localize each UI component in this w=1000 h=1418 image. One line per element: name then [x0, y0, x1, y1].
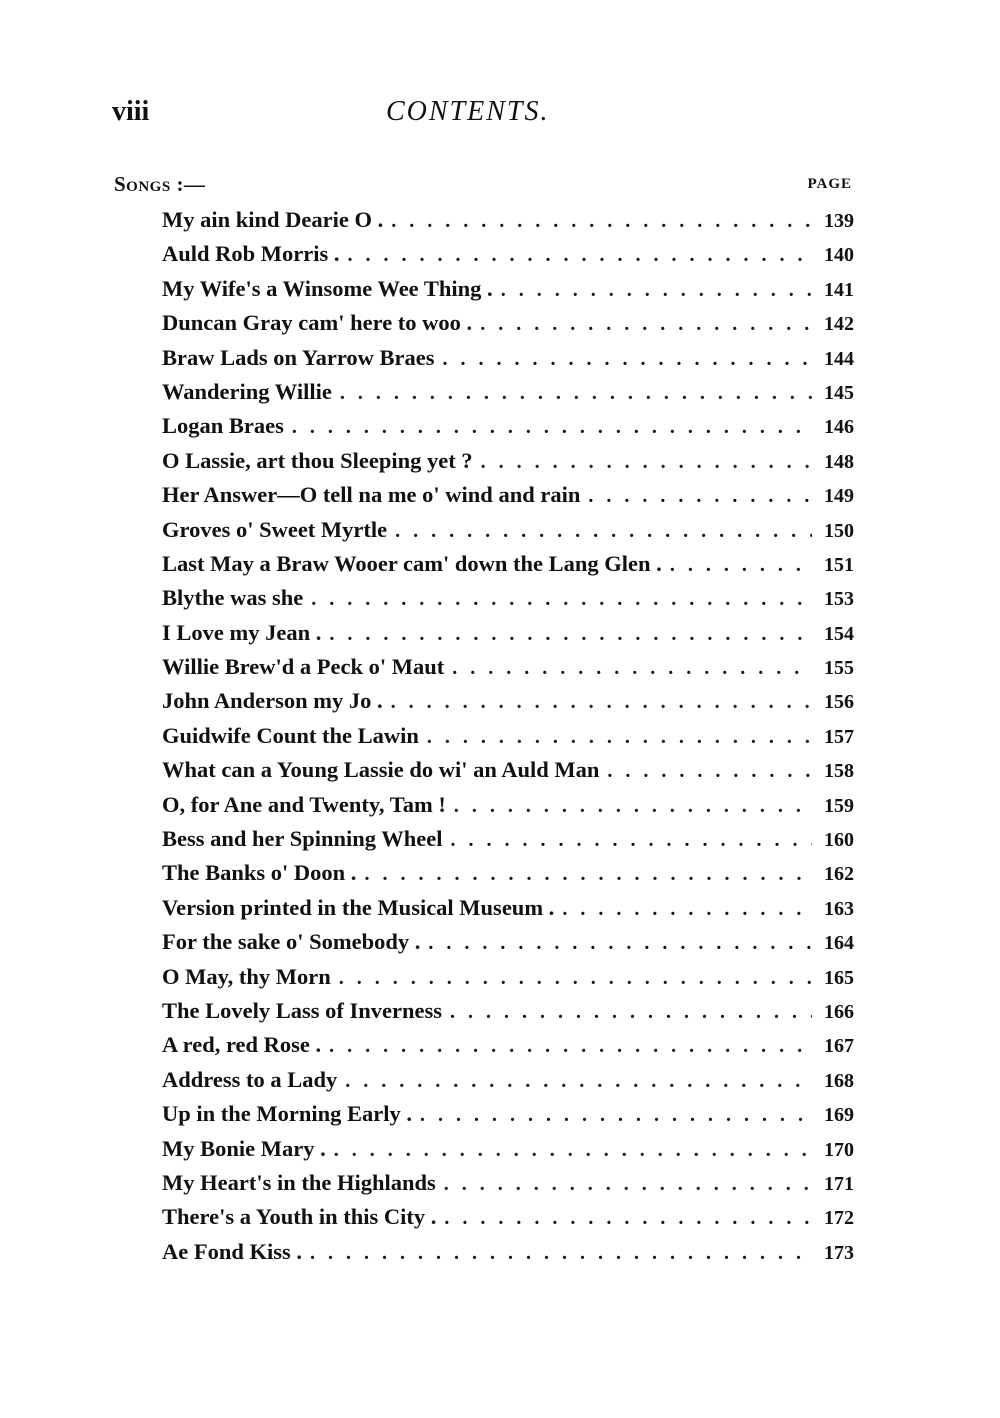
toc-entry-title: There's a Youth in this City . [162, 1200, 444, 1234]
toc-entry-page: 166 [824, 1000, 854, 1023]
toc-entry-page: 140 [824, 244, 854, 267]
toc-entry [162, 1235, 854, 1269]
toc-entry-title: The Lovely Lass of Inverness [162, 994, 450, 1028]
toc-entry-title: A red, red Rose . [162, 1028, 329, 1062]
toc-entry-page: 163 [824, 897, 854, 920]
toc-entry-title: John Anderson my Jo . [162, 684, 391, 718]
toc-entry [162, 513, 854, 547]
toc-entry-page: 139 [824, 210, 854, 232]
toc-entry [162, 272, 854, 306]
toc-entry [162, 547, 854, 581]
toc-entry [162, 1132, 854, 1166]
toc-entry-page: 141 [824, 278, 854, 301]
toc-entry-title: Willie Brew'd a Peck o' Maut [162, 650, 452, 684]
toc-entry-title: My ain kind Dearie O . [162, 203, 391, 237]
toc-entry-title: Auld Rob Morris . [162, 237, 348, 271]
toc-entry [162, 1200, 854, 1234]
toc-entry [162, 753, 854, 787]
toc-entry-title: The Banks o' Doon . [162, 856, 364, 890]
page-column-label: PAGE [807, 176, 852, 192]
toc-entry-page: 144 [824, 347, 854, 370]
dot-leader [480, 307, 812, 340]
toc-entry [162, 341, 854, 375]
toc-entry-title: My Wife's a Winsome Wee Thing . [162, 272, 501, 306]
dot-leader [450, 995, 812, 1028]
toc-entry [162, 237, 854, 271]
toc-entry-page: 170 [824, 1138, 854, 1161]
toc-entry-title: For the sake o' Somebody . [162, 925, 428, 959]
toc-entry [162, 306, 854, 340]
toc-entry [162, 960, 854, 994]
dot-leader [348, 238, 812, 271]
toc-entry-page: 145 [824, 381, 854, 404]
running-title: CONTENTS. [386, 96, 550, 127]
dot-leader [481, 445, 812, 478]
dot-leader [334, 1133, 812, 1166]
toc-entry-page: 148 [824, 450, 854, 473]
dot-leader [452, 651, 812, 684]
toc-entry [162, 1063, 854, 1097]
toc-entry-title: O, for Ane and Twenty, Tam ! [162, 788, 454, 822]
toc-entry-page: 150 [824, 519, 854, 542]
toc-entry-page: 156 [824, 691, 854, 714]
dot-leader [395, 514, 812, 547]
toc-entry [162, 684, 854, 718]
dot-leader [420, 1098, 812, 1131]
toc-entry-title: What can a Young Lassie do wi' an Auld Man [162, 753, 607, 787]
toc-entry-page: 146 [824, 416, 854, 439]
section-label: Songs :— [114, 172, 206, 196]
toc-entry-page: 173 [824, 1241, 854, 1264]
dot-leader [443, 342, 812, 375]
table-of-contents [162, 203, 854, 1269]
toc-entry-title: My Heart's in the Highlands [162, 1166, 444, 1200]
toc-entry [162, 444, 854, 478]
section-heading-row [114, 172, 852, 202]
dot-leader [345, 1064, 812, 1097]
page-header [112, 96, 852, 136]
toc-entry [162, 891, 854, 925]
dot-leader [339, 961, 812, 994]
toc-entry-page: 154 [824, 622, 854, 645]
dot-leader [310, 1236, 812, 1269]
toc-entry [162, 822, 854, 856]
toc-entry [162, 409, 854, 443]
toc-entry-page: 149 [824, 485, 854, 508]
dot-leader [329, 1029, 812, 1062]
toc-entry-title: Up in the Morning Early . [162, 1097, 420, 1131]
dot-leader [454, 789, 812, 822]
dot-leader [428, 926, 812, 959]
toc-entry [162, 719, 854, 753]
toc-entry-page: 167 [824, 1035, 854, 1058]
dot-leader [588, 479, 812, 512]
dot-leader [364, 857, 812, 890]
dot-leader [427, 720, 812, 753]
toc-entry-page: 160 [824, 829, 854, 852]
toc-entry-title: Last May a Braw Wooer cam' down the Lang Glen . [162, 547, 670, 581]
toc-entry [162, 994, 854, 1028]
toc-entry-title: Bess and her Spinning Wheel [162, 822, 451, 856]
toc-entry [162, 478, 854, 512]
toc-entry-title: Blythe was she [162, 581, 311, 615]
toc-entry [162, 1166, 854, 1200]
toc-entry-title: Her Answer—O tell na me o' wind and rain [162, 478, 588, 512]
toc-entry-page: 172 [824, 1207, 854, 1230]
toc-entry-page: 153 [824, 588, 854, 611]
dot-leader [444, 1201, 812, 1234]
toc-entry-title: Duncan Gray cam' here to woo . [162, 306, 480, 340]
toc-entry-title: Logan Braes [162, 409, 292, 443]
toc-entry-title: Braw Lads on Yarrow Braes [162, 341, 443, 375]
dot-leader [562, 892, 812, 925]
toc-entry [162, 581, 854, 615]
toc-entry [162, 1097, 854, 1131]
dot-leader [292, 410, 812, 443]
toc-entry-page: 164 [824, 932, 854, 955]
toc-entry-title: My Bonie Mary . [162, 1132, 334, 1166]
toc-entry [162, 1028, 854, 1062]
dot-leader [444, 1167, 812, 1200]
toc-entry-page: 155 [824, 657, 854, 680]
page-number: viii [112, 96, 150, 127]
toc-entry-page: 169 [824, 1104, 854, 1127]
toc-entry-title: Address to a Lady [162, 1063, 345, 1097]
toc-entry-page: 151 [824, 553, 854, 576]
toc-entry-page: 168 [824, 1069, 854, 1092]
toc-entry-page: 165 [824, 966, 854, 989]
dot-leader [391, 204, 812, 237]
dot-leader [340, 376, 812, 409]
dot-leader [329, 617, 812, 650]
dot-leader [501, 273, 812, 306]
toc-entry-page: 162 [824, 863, 854, 886]
toc-entry [162, 925, 854, 959]
toc-entry-title: O May, thy Morn [162, 960, 339, 994]
toc-entry-page: 142 [824, 313, 854, 336]
dot-leader [607, 754, 812, 787]
toc-entry [162, 856, 854, 890]
toc-entry [162, 375, 854, 409]
toc-entry-title: Groves o' Sweet Myrtle [162, 513, 395, 547]
toc-entry [162, 203, 854, 237]
toc-entry-title: Ae Fond Kiss . [162, 1235, 310, 1269]
toc-entry-page: 158 [824, 760, 854, 783]
toc-entry [162, 616, 854, 650]
dot-leader [670, 548, 812, 581]
toc-entry-page: 157 [824, 725, 854, 748]
toc-entry-page: 171 [824, 1172, 854, 1195]
toc-entry [162, 650, 854, 684]
toc-entry-title: O Lassie, art thou Sleeping yet ? [162, 444, 481, 478]
toc-entry-title: Version printed in the Musical Museum . [162, 891, 562, 925]
toc-entry-title: Wandering Willie [162, 375, 340, 409]
toc-entry-page: 159 [824, 794, 854, 817]
toc-entry-title: I Love my Jean . [162, 616, 329, 650]
dot-leader [391, 685, 812, 718]
toc-entry-title: Guidwife Count the Lawin [162, 719, 427, 753]
dot-leader [451, 823, 812, 856]
dot-leader [311, 582, 812, 615]
toc-entry [162, 788, 854, 822]
